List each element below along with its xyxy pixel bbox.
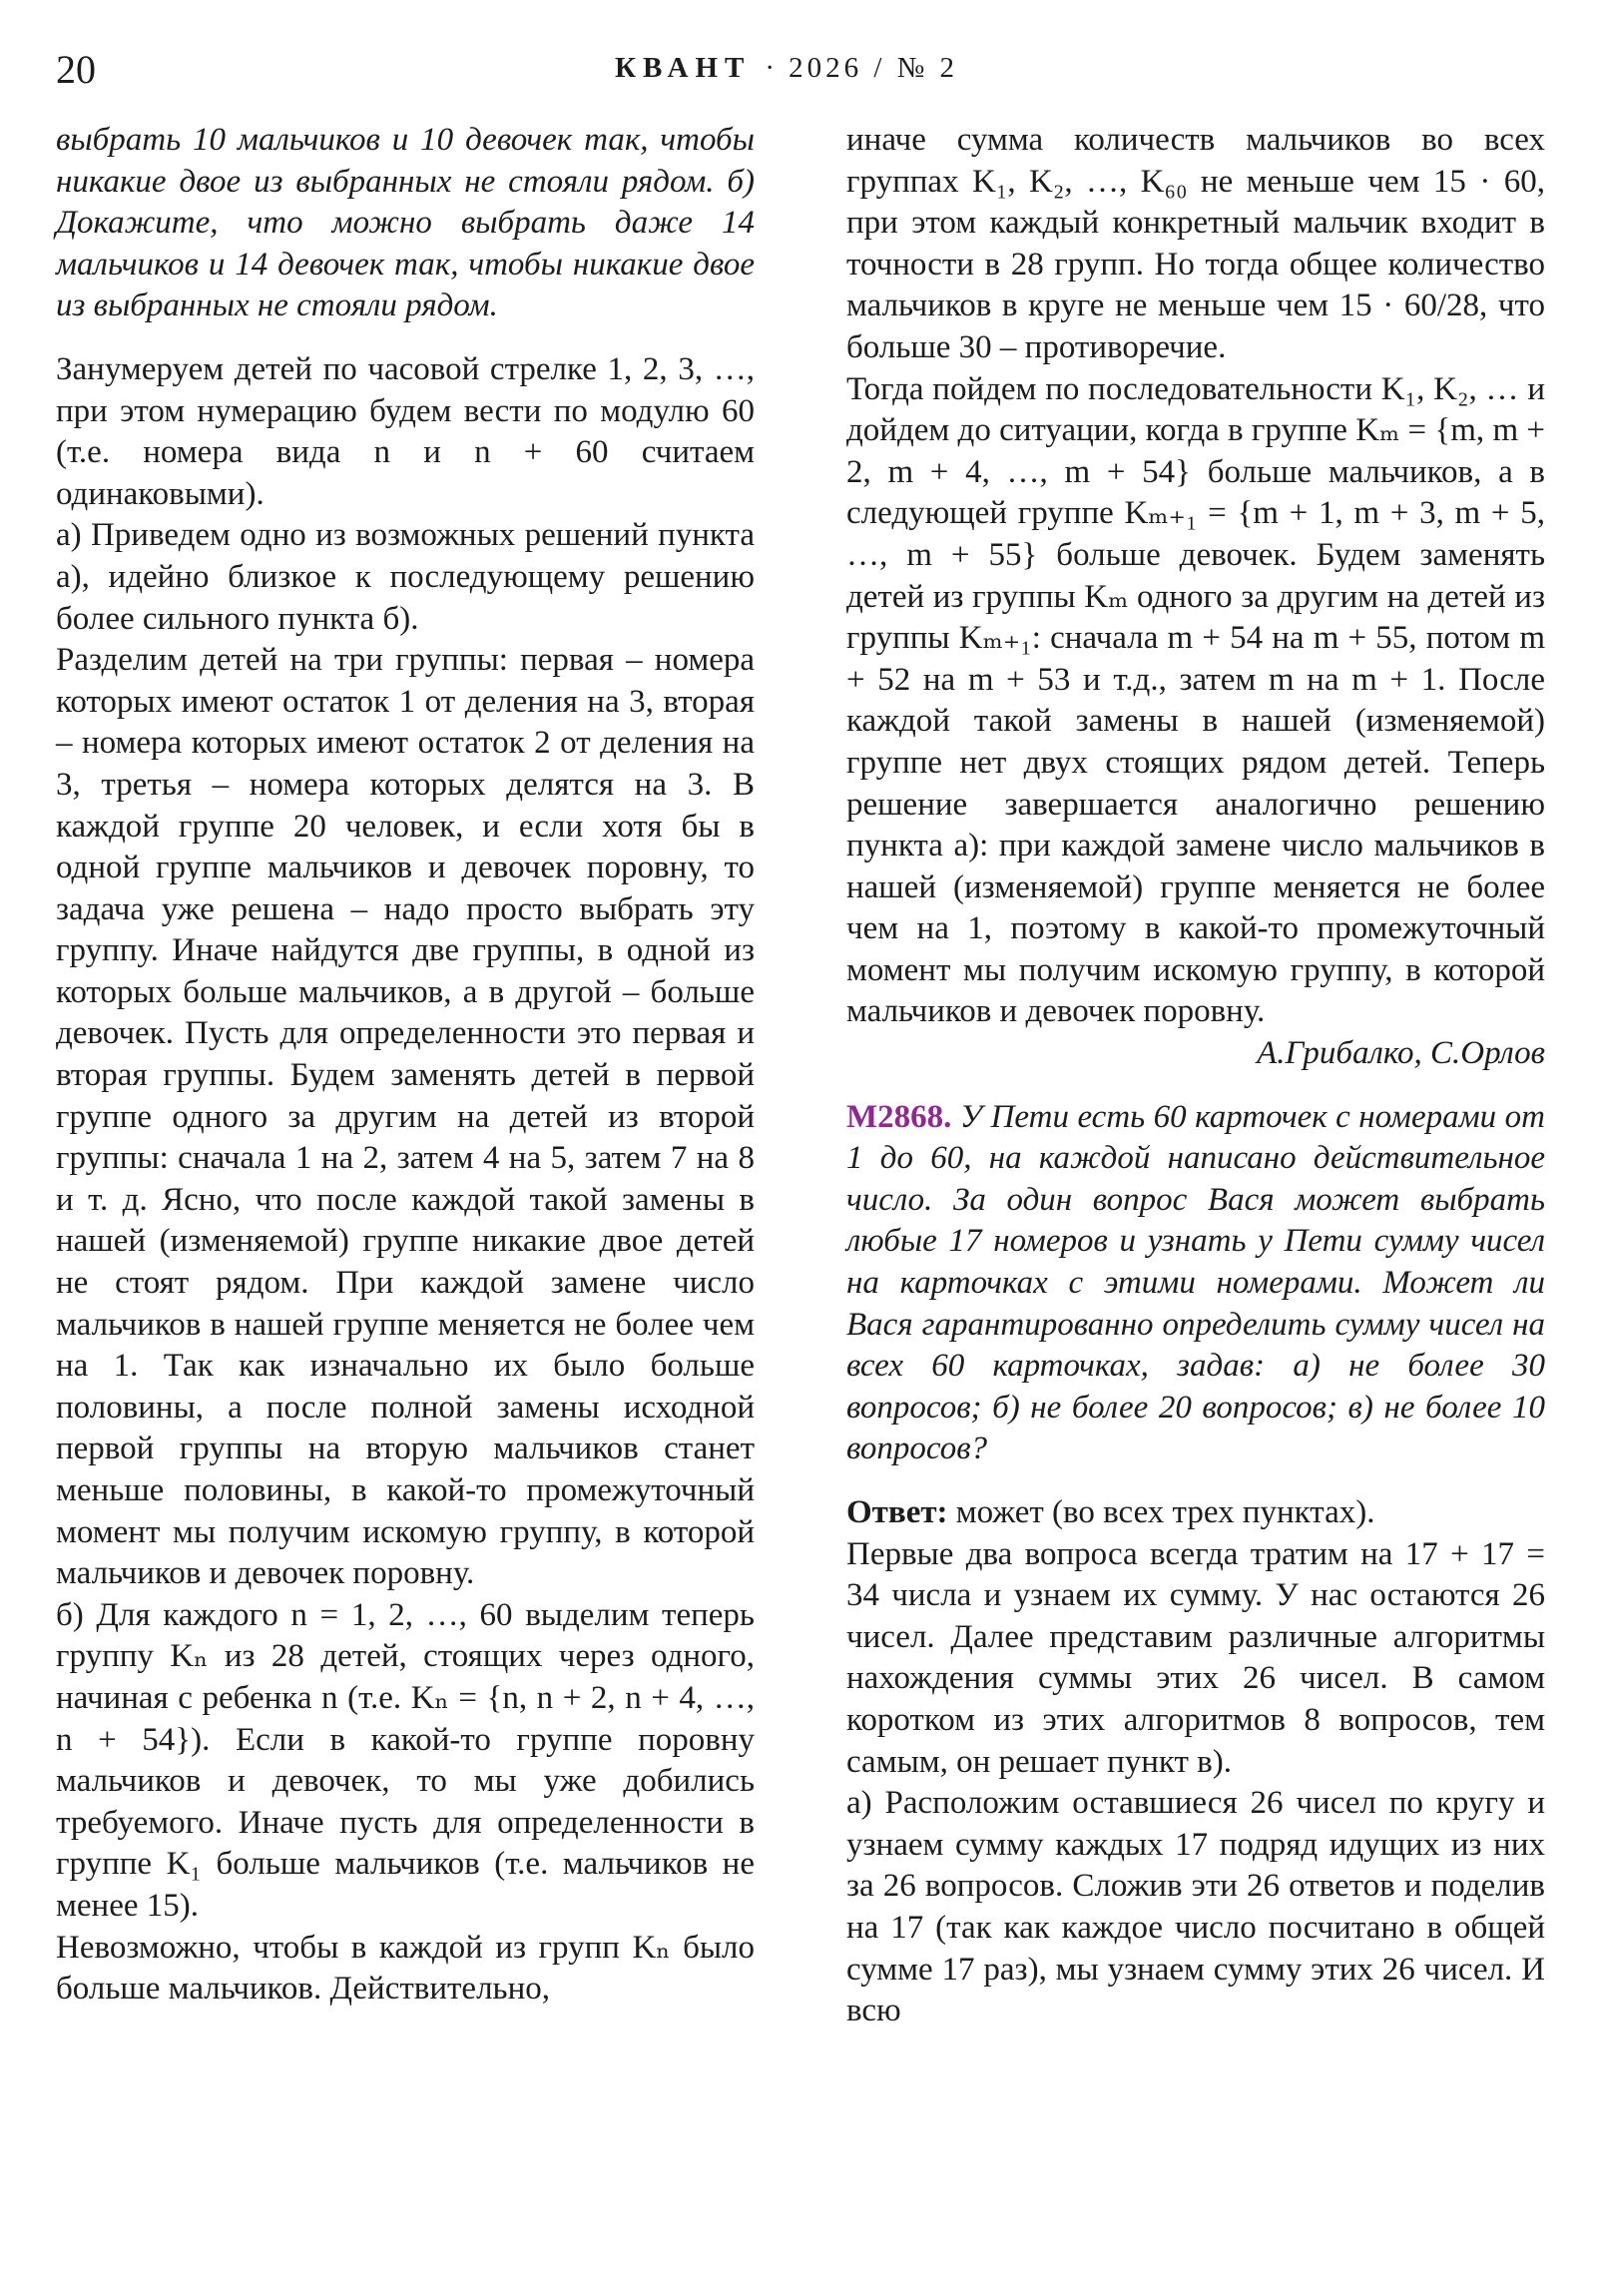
- answer-line: [846, 1492, 1545, 1534]
- solution-paragraph: иначе сумма количеств мальчиков во всех группах K₁, K₂, …, K₆₀ не меньше чем 15 · 60, при этом каждый конкретный мальчик входит в точности в 28 групп. Но тогда общее количество мальчиков в круге не меньше чем 15 · 60/28, что больше 30 – противоречие.: [846, 122, 1545, 365]
- solution-paragraph: б) Для каждого n = 1, 2, …, 60 выделим теперь группу Kₙ из 28 детей, стоящих через одного, начиная с ребенка n (т.е. Kₙ = {n, n + 2, n + 4, …, n + 54}). Если в какой-то группе поровну мальчиков и девочек, то мы уже добились требуемого. Иначе пусть для определенности в группе K₁ больше мальчиков (т.е. мальчиков не менее 15).: [56, 1596, 755, 1924]
- answer-text: может (во всех трех пунктах).: [947, 1494, 1375, 1530]
- page-number: 20: [56, 47, 96, 92]
- solution-paragraph: Занумеруем детей по часовой стрелке 1, 2, 3, …, при этом нумерацию будем вести по модулю 60 (т.е. номера вида n и n + 60 считаем одинаковыми).: [56, 350, 755, 512]
- issue-number: 2026 / № 2: [789, 52, 959, 84]
- problem-id: М2868.: [846, 1098, 952, 1135]
- solution-paragraph: а) Приведем одно из возможных решений пункта а), идейно близкое к последующему решению более сильного пункта б).: [56, 517, 755, 637]
- solution-paragraph: а) Расположим оставшиеся 26 чисел по кругу и узнаем сумму каждых 17 подряд идущих из них за 26 вопросов. Сложив эти 26 ответов и поделив на 17 (так как каждое число посчитано в общей сумме 17 раз), мы узнаем сумму этих 26 чисел. И всю: [846, 1785, 1545, 2029]
- header-separator: ·: [765, 52, 776, 84]
- page-header: [56, 46, 1553, 106]
- solution-paragraph: Тогда пойдем по последовательности K₁, K₂, … и дойдем до ситуации, когда в группе Kₘ = {m, m + 2, m + 4, …, m + 54} больше мальчиков, а в следующей группе Kₘ₊₁ = {m + 1, m + 3, m + 5, …, m + 55} больше девочек. Будем заменять детей из группы Kₘ одного за другим на детей из группы Kₘ₊₁: сначала m + 54 на m + 55, потом m + 52 на m + 53 и т.д., затем m на m + 1. После каждой такой замены в нашей (изменяемой) группе нет двух стоящих рядом детей. Теперь решение завершается аналогично решению пункта а): при каждой замене число мальчиков в нашей (изменяемой) группе меняется не более чем на 1, поэтому в какой-то промежуточный момент мы получим искомую группу, в которой мальчиков и девочек поровну.: [846, 370, 1545, 1030]
- problem-statement: У Пети есть 60 карточек с номерами от 1 до 60, на каждой написано действительное число. За один вопрос Вася может выбрать любые 17 номеров и узнать у Пети сумму чисел на карточках с этими номерами. Может ли Вася гарантированно определить сумму чисел на всех 60 карточках, задав: а) не более 30 вопросов; б) не более 20 вопросов; в) не более 10 вопросов?: [846, 1098, 1545, 1467]
- right-column: [846, 120, 1545, 2032]
- magazine-title: КВАНТ: [615, 52, 752, 84]
- problem-statement-continued: выбрать 10 мальчиков и 10 девочек так, чтобы никакие двое из выбранных не стояли рядом. б) Докажите, что можно выбрать даже 14 мальчиков и 14 девочек так, чтобы никакие двое из выбранных не стояли рядом.: [56, 122, 755, 324]
- solution-paragraph: Разделим детей на три группы: первая – номера которых имеют остаток 1 от деления на 3, вторая – номера которых имеют остаток 2 от деления на 3, третья – номера которых делятся на 3. В каждой группе 20 человек, и если хотя бы в одной группе мальчиков и девочек поровну, то задача уже решена – надо просто выбрать эту группу. Иначе найдутся две группы, в одной из которых больше мальчиков, а в другой – больше девочек. Пусть для определенности это первая и вторая группы. Будем заменять детей в первой группе одного за другим на детей из второй группы: сначала 1 на 2, затем 4 на 5, затем 7 на 8 и т. д. Ясно, что после каждой такой замены в нашей (изменяемой) группе никакие двое детей не стоят рядом. При каждой замене число мальчиков в нашей группе меняется не более чем на 1. Так как изначально их было больше половины, а после полной замены исходной первой группы на вторую мальчиков станет меньше половины, в какой-то промежуточный момент мы получим искомую группу, в которой мальчиков и девочек поровну.: [56, 642, 755, 1592]
- solution-paragraph: Первые два вопроса всегда тратим на 17 + 17 = 34 числа и узнаем их сумму. У нас остаются 26 чисел. Далее представим различные алгоритмы нахождения суммы этих 26 чисел. В самом коротком из этих алгоритмов 8 вопросов, тем самым, он решает пункт в).: [846, 1535, 1545, 1780]
- problem-block: [846, 1097, 1545, 1470]
- answer-label: Ответ:: [846, 1494, 948, 1530]
- left-column: [56, 120, 755, 2010]
- solution-paragraph: Невозможно, чтобы в каждой из групп Kₙ было больше мальчиков. Действительно,: [56, 1929, 755, 2008]
- running-head: [615, 52, 958, 85]
- author-signature: А.Грибалко, С.Орлов: [1257, 1035, 1545, 1072]
